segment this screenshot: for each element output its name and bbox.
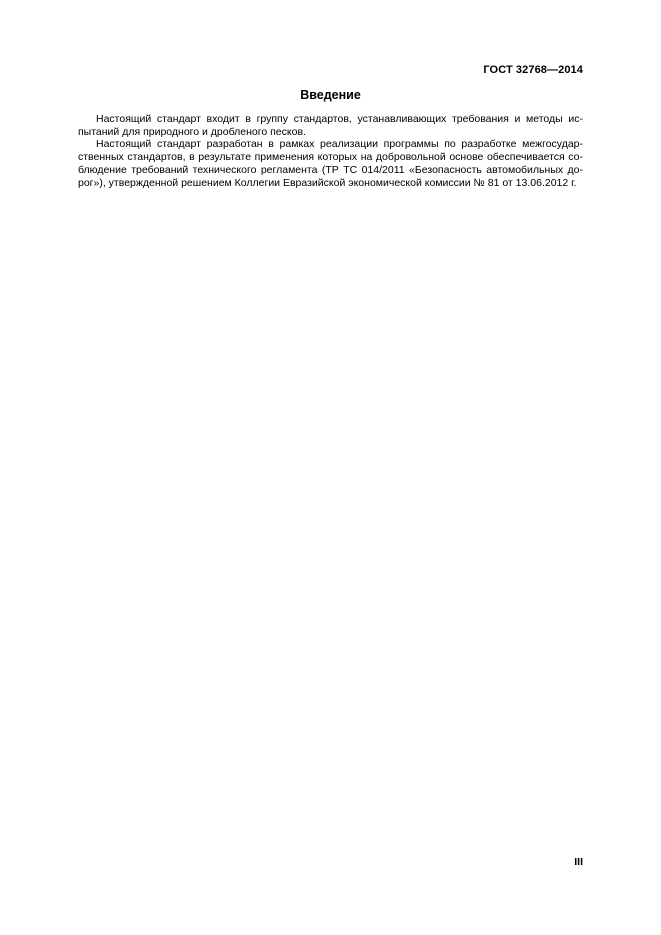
section-title: Введение bbox=[300, 88, 361, 102]
document-number: ГОСТ 32768—2014 bbox=[483, 64, 583, 76]
paragraph-line: Настоящий стандарт входит в группу стандартов, устанавливающих требования и методы ис- bbox=[96, 113, 583, 125]
section-body bbox=[78, 113, 583, 189]
paragraph-line: ственных стандартов, в результате применения которых на добровольной основе обеспечивается со- bbox=[78, 151, 583, 164]
paragraph-line: рог»), утвержденной решением Коллегии Евразийской экономической комиссии № 81 от 13.06.2012 г. bbox=[78, 176, 577, 189]
paragraph-2 bbox=[78, 138, 583, 189]
paragraph-line: блюдение требований технического регламента (ТР ТС 014/2011 «Безопасность автомобильных до- bbox=[78, 163, 583, 176]
paragraph-line: пытаний для природного и дробленого песков. bbox=[78, 125, 306, 138]
page-number: III bbox=[574, 856, 583, 868]
paragraph-line: Настоящий стандарт разработан в рамках реализации программы по разработке межгосудар- bbox=[96, 138, 583, 151]
paragraph-1 bbox=[78, 113, 583, 138]
